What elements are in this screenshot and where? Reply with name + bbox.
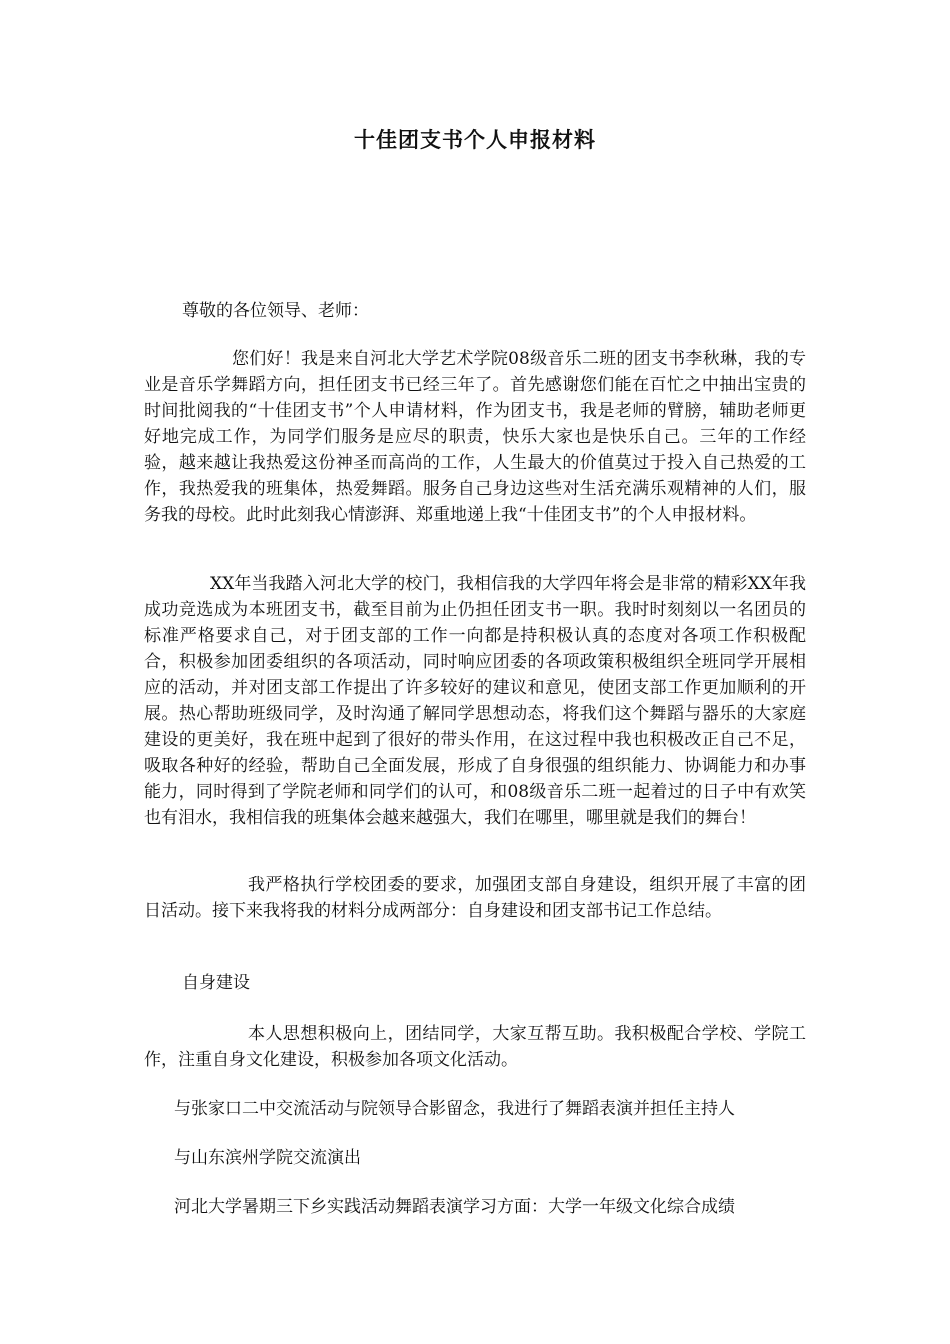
paragraph-overview: 我严格执行学校团委的要求，加强团支部自身建设，组织开展了丰富的团日活动。接下来我将我的材料分成两部分：自身建设和团支部书记工作总结。	[144, 875, 806, 921]
photo-caption-zhangjiakou: 与张家口二中交流活动与院领导合影留念，我进行了舞蹈表演并担任主持人	[174, 1099, 735, 1119]
document-title: 十佳团支书个人申报材料	[354, 127, 596, 152]
section-heading: 自身建设	[182, 973, 250, 993]
paragraph-introduction: 您们好！我是来自河北大学艺术学院08级音乐二班的团支书李秋琳，我的专业是音乐学舞蹈方向，担任团支书已经三年了。首先感谢您们能在百忙之中抽出宝贵的时间批阅我的“十佳团支书”个人申请材料，作为团支书，我是老师的臂膀，辅助老师更好地完成工作，为同学们服务是应尽的职责，快乐大家也是快乐自己。三年的工作经验，越来越让我热爱这份神圣而高尚的工作，人生最大的价值莫过于投入自己热爱的工作，我热爱我的班集体，热爱舞蹈。服务自己身边这些对生活充满乐观精神的人们，服务我的母校。此时此刻我心情澎湃、郑重地递上我“十佳团支书”的个人申报材料。	[144, 349, 806, 525]
paragraph-experience: XX年当我踏入河北大学的校门，我相信我的大学四年将会是非常的精彩XX年我成功竞选成为本班团支书，截至目前为止仍担任团支书一职。我时时刻刻以一名团员的标准严格要求自己，对于团支部的工作一向都是持积极认真的态度对各项工作积极配合，积极参加团委组织的各项活动，同时响应团委的各项政策积极组织全班同学开展相应的活动，并对团支部工作提出了许多较好的建议和意见，使团支部工作更加顺利的开展。热心帮助班级同学，及时沟通了解同学思想动态，将我们这个舞蹈与器乐的大家庭建设的更美好，我在班中起到了很好的带头作用，在这过程中我也积极改正自己不足，吸取各种好的经验，帮助自己全面发展，形成了自身很强的组织能力、协调能力和办事能力，同时得到了学院老师和同学们的认可，和08级音乐二班一起着过的日子中有欢笑也有泪水，我相信我的班集体会越来越强大，我们在哪里，哪里就是我们的舞台！	[144, 574, 806, 828]
photo-caption-summer-practice: 河北大学暑期三下乡实践活动舞蹈表演学习方面：大学一年级文化综合成绩	[174, 1197, 735, 1217]
paragraph-self-development: 本人思想积极向上，团结同学，大家互帮互助。我积极配合学校、学院工作，注重自身文化建设，积极参加各项文化活动。	[144, 1024, 806, 1070]
greeting-line: 尊敬的各位领导、老师：	[182, 301, 369, 321]
photo-caption-binzhou: 与山东滨州学院交流演出	[174, 1148, 361, 1168]
